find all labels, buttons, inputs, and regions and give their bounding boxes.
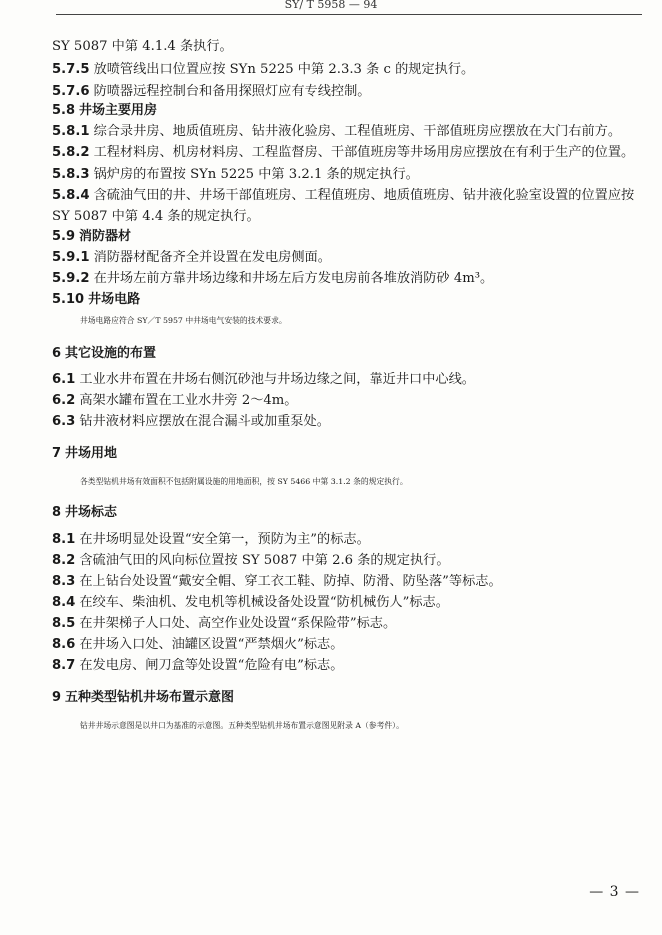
clause-8-3: 8.3 在上钻台处设置“戴安全帽、穿工衣工鞋、防掉、防滑、防坠落”等标志。 (52, 574, 502, 589)
text-line: 钻井井场示意图是以井口为基准的示意图。五种类型钻机井场布置示意图见附录 A（参考件）。 (80, 721, 404, 730)
section-heading-6: 6 其它设施的布置 (52, 346, 157, 361)
section-heading-8: 8 井场标志 (52, 505, 118, 520)
clause-8-6: 8.6 在井场入口处、油罐区设置“严禁烟火”标志。 (52, 637, 344, 652)
header-rule (56, 14, 642, 15)
clause-8-7: 8.7 在发电房、闸刀盒等处设置“危险有电”标志。 (52, 658, 344, 673)
clause-8-4: 8.4 在绞车、柴油机、发电机等机械设备处设置“防机械伤人”标志。 (52, 595, 449, 610)
clause-5-7-5: 5.7.5 放喷管线出口位置应按 SYn 5225 中第 2.3.3 条 c 的规定执行。 (52, 62, 475, 77)
clause-8-2: 8.2 含硫油气田的风向标位置按 SY 5087 中第 2.6 条的规定执行。 (52, 553, 450, 568)
clause-5-8-3: 5.8.3 锅炉房的布置按 SYn 5225 中第 3.2.1 条的规定执行。 (52, 167, 419, 182)
page-header: SY/ T 5958 — 94 (284, 0, 378, 11)
text-line: SY 5087 中第 4.4 条的规定执行。 (52, 209, 260, 224)
clause-5-8-1: 5.8.1 综合录井房、地质值班房、钻井液化验房、工程值班房、干部值班房应摆放在大门右前方。 (52, 124, 622, 139)
clause-5-9-2: 5.9.2 在井场左前方靠井场边缘和井场左后方发电房前各堆放消防砂 4m³。 (52, 271, 494, 286)
clause-6-1: 6.1 工业水井布置在井场右侧沉砂池与井场边缘之间，靠近井口中心线。 (52, 372, 475, 387)
section-heading-5-9: 5.9 消防器材 (52, 229, 132, 244)
section-heading-7: 7 井场用地 (52, 446, 118, 461)
text-line: 井场电路应符合 SY／T 5957 中井场电气安装的技术要求。 (80, 316, 287, 325)
clause-6-2: 6.2 高架水罐布置在工业水井旁 2～4m。 (52, 393, 298, 408)
clause-8-1: 8.1 在井场明显处设置“安全第一，预防为主”的标志。 (52, 532, 370, 547)
section-heading-5-10: 5.10 井场电路 (52, 292, 141, 307)
page-number: — 3 — (589, 884, 640, 900)
text-line: SY 5087 中第 4.1.4 条执行。 (52, 39, 233, 54)
text-line: 各类型钻机井场有效面积不包括附属设施的用地面积，按 SY 5466 中第 3.1.2 条的规定执行。 (80, 477, 408, 486)
clause-5-7-6: 5.7.6 防喷器远程控制台和备用探照灯应有专线控制。 (52, 84, 371, 99)
clause-5-8-2: 5.8.2 工程材料房、机房材料房、工程监督房、干部值班房等井场用房应摆放在有利于生产的位置。 (52, 145, 635, 160)
clause-6-3: 6.3 钻井液材料应摆放在混合漏斗或加重泵处。 (52, 414, 330, 429)
clause-5-8-4: 5.8.4 含硫油气田的井、井场干部值班房、工程值班房、地质值班房、钻井液化验室设置的位置应按 (52, 188, 635, 203)
clause-8-5: 8.5 在井架梯子人口处、高空作业处设置“系保险带”标志。 (52, 616, 397, 631)
clause-5-9-1: 5.9.1 消防器材配备齐全并设置在发电房侧面。 (52, 250, 331, 265)
section-heading-5-8: 5.8 井场主要用房 (52, 103, 158, 118)
section-heading-9: 9 五种类型钻机井场布置示意图 (52, 690, 235, 705)
